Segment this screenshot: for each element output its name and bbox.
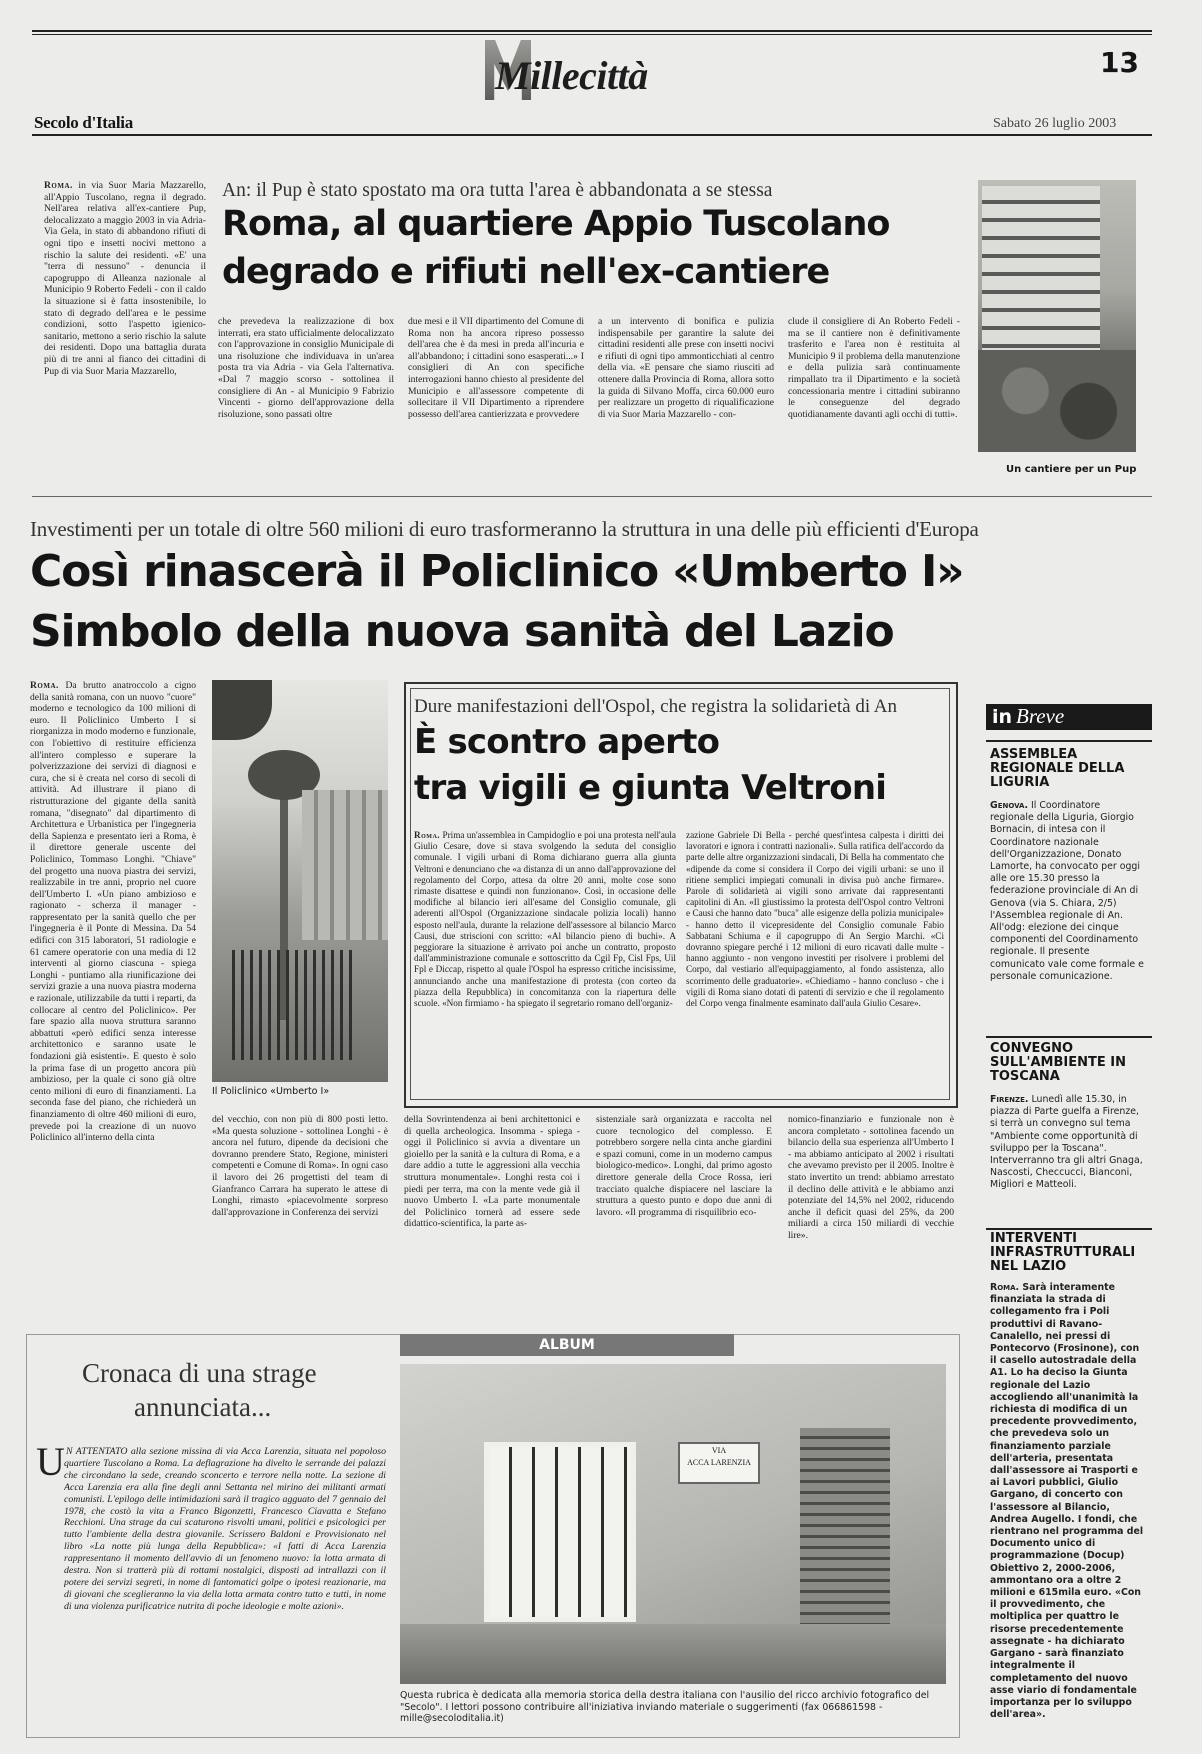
article2-photo-caption: Il Policlinico «Umberto I» xyxy=(212,1086,330,1097)
street-sign-line-1: VIA xyxy=(711,1446,727,1455)
brief2-rule xyxy=(986,1036,1152,1038)
article1-col5: clude il consigliere di An Roberto Fedeli - ma se il cantiere non è definitivamente trasferito e l'area non è restituita al Municipio 9 il problema della manutenzione e della pulizia sarà continuamente rimpallato tra il Dipartimento e la società concessionaria mentre i cittadini subiranno le conseguenze del degrado quotidianamente davanti agli occhi di tutti». xyxy=(788,316,960,420)
window-right-shape xyxy=(800,1428,890,1646)
newspaper-name: Secolo d'Italia xyxy=(34,113,133,132)
article1-photo-caption: Un cantiere per un Pup xyxy=(1006,464,1137,475)
article1-headline-1: Roma, al quartiere Appio Tuscolano xyxy=(222,204,890,244)
article3-col1: Roma. Prima un'assemblea in Campidoglio e poi una protesta nell'aula Giulio Cesare, dove si stava svolgendo la seduta del consiglio comunale. I vigili urbani di Roma dichiarano guerra alla giunta Veltroni e denunciano che «a distanza di un anno dall'approvazione del regolamento del Corpo, attesa da oltre 20 anni, molte cose sono rimaste disattese e quindi non funzionano». Così, in occasione delle modifiche al bilancio ieri all'esame del Consiglio comunale, gli aderenti all'Ospol (Organizzazione sindacale polizia locali) hanno esposto nell'aula, durante la relazione dell'assessore al bilancio Marco Causi, due striscioni con scritto: «Al bilancio pieno di buchi». A peggiorare la situazione è arrivato poi anche un contratto, proposto dall'amministrazione comunale e sottoscritto da Cgil Fp, Cisl Fps, Uil Fpl e Diccap, rispetto al quale l'Ospol ha espresso critiche incisissime, annunciando anche una manifestazione di protesta (con corteo da piazza della Repubblica) in concomitanza con la riapertura delle scuole. «Non firmiamo - ha spiegato il segretario romano dell'organiz- xyxy=(414,830,676,1009)
article3-col2: zazione Gabriele Di Bella - perché quest'intesa calpesta i diritti dei lavoratori e ignora i contratti nazionali». Sulla ratifica dell'accordo da parte delle altre organizzazioni sindacali, Di Bella ha commentato che «dipende da come si considera il Corpo dei vigili urbani: se uno il ritiene semplici impiegati comunali in divisa può anche firmare». Parole di solidarietà ai vigili sono arrivate dai rappresentanti capitolini di An. «Il giustissimo la protesta dell'Ospol contro Veltroni e Causi che hanno dato "buca" alle esigenze della polizia municipale» - hanno detto il vicepresidente del Consiglio comunale Fabio Sabbatani Schiuma e il capogruppo di An Sergio Marchi. «Ci dovranno spiegare perché i 12 milioni di euro ricavati dalle multe - hanno aggiunto - non vengono investiti per risolvere i problemi del Corpo, dal vestiario all'equipaggiamento, al fondo assistenza, allo scorrimento delle graduatorie». «Chiediamo - hanno concluso - che i vigili di Roma siano dotati di patenti di servizio e che il regolamento del Corpo venga finalmente esaminato dall'aula Giulio Cesare». xyxy=(686,830,944,1009)
album-text: N ATTENTATO alla sezione missina di via Acca Larenzia, situata nel popoloso quartiere Tuscolano a Roma. La deflagrazione ha divelto le serrande dei palazzi che circondano la sede, creando sconcerto e terrore nella notte. La sezione di Acca Larenzia era alla fine degli anni Settanta nel mirino dei militanti armati comunisti. L'epilogo delle intimidazioni sarà il tragico agguato del 7 gennaio del 1978, che costò la vita a Franco Bigonzetti, Francesco Ciavatta e Stefano Recchioni. Una strage da cui scaturono risvolti umani, politici e psicologici per tutto l'ambiente della destra giovanile. Scrissero Baldoni e Provvisionato nel libro «La notte più lunga della Repubblica»: «I fatti di Acca Larenzia rappresentano il momento dell'avvio di un fenomeno nuovo: la lotta armata di destra. Non si tratterà più di rottami nostalgici, disposti ad intrallazzi con il potere dei servizi segreti, in nome di fantomatici golpe o ipotesi reazionarie, ma di giovani che sceglieranno la via della lotta armata contro tutto e tutti, in nome di una violenza purificatrice nutrita di poche ideologie e molte azioni». xyxy=(64,1446,386,1612)
brief3-rule xyxy=(986,1228,1152,1230)
window-left-shape xyxy=(484,1442,636,1622)
article3-kicker: Dure manifestazioni dell'Ospol, che registra la solidarietà di An xyxy=(414,696,898,717)
building-shape xyxy=(982,186,1100,351)
policlinico-photo xyxy=(212,680,388,1082)
article3-headline-2: tra vigili e giunta Veltroni xyxy=(414,768,887,808)
brief2-title: CONVEGNO SULL'AMBIENTE IN TOSCANA xyxy=(990,1041,1126,1084)
brief3-title: INTERVENTI INFRASTRUTTURALI NEL LAZIO xyxy=(990,1231,1136,1274)
article1-col1: Roma. in via Suor Maria Mazzarello, all'Appio Tuscolano, regna il degrado. Nell'area relativa all'ex-cantiere Pup, delocalizzato a maggio 2003 in via Adria-Via Gela, in stato di abbandono rifiuti di ogni tipo e insetti nocivi mettono a rischio la salute dei residenti. «E' una "terra di nessuno" - denuncia il capogruppo di Alleanza nazionale al Municipio 9 Roberto Fedeli - con il caldo la situazione si è fatta insostenibile, lo stato di degrado dell'area e le pessime condizioni, sotto l'aspetto igienico-sanitario, mettono a serio rischio la salute dei residenti. Dopo una battaglia durata più di tre anni al fianco dei cittadini di Pup di via Suor Maria Mazzarello, xyxy=(44,180,206,377)
article2-col2: del vecchio, con non più di 800 posti letto. «Ma questa soluzione - sottolinea Longhi - è ancora nel futuro, dipende da decisioni che dovranno prendere Stato, Regione, ministeri competenti e Comune di Roma». In ogni caso il lavoro dei 26 progettisti del team di Gianfranco Carrara ha superato le attese di Longhi, rimasto «piacevolmente sorpreso dall'approvazione in Conferenza dei servizi xyxy=(212,1114,388,1218)
album-label: ALBUM xyxy=(400,1334,734,1356)
article1-col3: due mesi e il VII dipartimento del Comune di Roma non ha ancora ripreso possesso dell'area che è da mesi in preda all'incuria e all'abbandono; i cittadini sono esasperati...» I consiglieri di An con specifiche interrogazioni hanno chiesto al presidente del Municipio e all'assessore competente di sollecitare il VII Dipartimento a riprendere possesso dell'area cantierizzata e provvedere xyxy=(408,316,584,420)
top-rule xyxy=(32,30,1152,32)
in-breve-logo xyxy=(986,704,1152,730)
tree-foliage-shape xyxy=(212,680,272,740)
in-breve-logo-in: in xyxy=(992,706,1013,728)
article2-headline-1: Così rinascerà il Policlinico «Umberto I» xyxy=(30,546,964,597)
article1-col2: che prevedeva la realizzazione di box interrati, era stato ufficialmente delocalizzato con l'approvazione in consiglio Municipale di una risoluzione che individuava in un'area posta tra via Adria - via Gela l'alternativa. «Dal 7 maggio scorso - sottolinea il consigliere di An - al Municipio 9 Fabrizio Vincenti - giorno dell'approvazione della risoluzione, sono passati oltre xyxy=(218,316,394,420)
issue-date: Sabato 26 luglio 2003 xyxy=(993,116,1117,131)
brief1-rule xyxy=(986,740,1152,742)
section-divider xyxy=(32,496,1152,497)
acca-larenzia-photo xyxy=(400,1364,946,1684)
brief1-text: Genova. Il Coordinatore regionale della Liguria, Giorgio Bornacin, di intesa con il Coordinatore nazionale dell'Organizzazione, Donato Lamorte, ha convocato per oggi alle ore 15.30 presso la federazione provinciale di An di Genova (via S. Chiara, 2/5) l'Assemblea regionale di An. All'odg: elezione dei cinque componenti del Coordinamento regionale. Il presente comunicato vale come formale e personale comunicazione. xyxy=(990,800,1144,982)
rubble-floor-shape xyxy=(400,1624,946,1684)
article1-headline-2: degrado e rifiuti nell'ex-cantiere xyxy=(222,252,830,292)
album-drop-cap: U xyxy=(36,1439,65,1484)
building-facade-shape xyxy=(302,790,388,940)
article1-col4: a un intervento di bonifica e pulizia indispensabile per garantire la salute dei cittadini residenti alle prese con insetti nocivi e rifiuti di ogni tipo ammonticchiati al centro della via. «E pensare che siamo riusciti ad ottenere dalla Provincia di Roma, allora sotto la guida di Silvano Moffa, circa 60.000 euro per realizzare un progetto di riqualificazione di via Suor Maria Mazzarello - con- xyxy=(598,316,774,420)
article1-kicker: An: il Pup è stato spostato ma ora tutta l'area è abbandonata a se stessa xyxy=(222,180,773,201)
article2-col1: Roma. Da brutto anatroccolo a cigno della sanità romana, con un nuovo "cuore" moderno e tecnologico da 100 milioni di euro. Il Policlinico Umberto I si riorganizza in modo moderno e funzionale, con l'obiettivo di restituire efficienza all'intero complesso e superare la polverizzazione dei servizi di diagnosi e cura, che si è creata nel corso di secoli di attività. Ad illustrare il piano di ristrutturazione del gigante della sanità romana, "disegnato" dal dipartimento di Architettura e Urbanistica per l'ingegneria della Sapienza e presentato ieri a Roma, è il direttore generale uscente del Policlinico, Tommaso Longhi. "Chiave" del progetto una nuova piastra dei servizi, realizzabile in tre anni, proprio nel cuore dell'Umberto I. «Un piano ambizioso e ragionato - scherza il manager - rappresentato per la sanità quello che per l'ingegneria è il Ponte di Messina. Da 54 edifici con 315 laboratori, 51 radiologie e 61 camere operatorie con una media di 12 interventi al giorno ciascuna - spiega Longhi - puntiamo alla riunificazione dei servizi grazie a una nuova piastra moderna e razionale, utilizzabile da tutti i reparti, da collocare al centro del Policlinico». Per fare spazio alla nuova struttura saranno abbattuti «però edifici senza interesse architettonico e saranno usate le fondazioni già esistenti». E questo è solo la prima fase di un progetto ancora più ambizioso, per la quale ci sono già oltre cento milioni di euro di finanziamenti. La seconda fase del piano, che richiederà un finanziamento di oltre 460 milioni di euro, prevede poi la creazione di un nuovo Policlinico all'interno della cinta xyxy=(30,680,196,1144)
article2-headline-2: Simbolo della nuova sanità del Lazio xyxy=(30,606,894,657)
masthead-bottom-rule xyxy=(32,134,1152,136)
article2-kicker: Investimenti per un totale di oltre 560 milioni di euro trasformeranno la struttura in una delle più efficienti d'Europa xyxy=(30,517,979,541)
in-breve-logo-breve: Breve xyxy=(1016,704,1065,728)
section-title: Millecittà xyxy=(495,53,648,98)
street-sign xyxy=(678,1442,760,1484)
article3-headline-1: È scontro aperto xyxy=(414,722,720,762)
top-rule-thin xyxy=(32,34,1152,35)
album-title-1: Cronaca di una strage xyxy=(82,1358,317,1388)
gate-shape xyxy=(232,950,352,1060)
page-number: 13 xyxy=(1100,46,1139,79)
album-caption: Questa rubrica è dedicata alla memoria storica della destra italiana con l'ausilio del ricco archivio fotografico del "Secolo". I lettori possono contribuire all'iniziativa inviando materiale o suggerimenti (fax 066861598 - mille@secoloditalia.it) xyxy=(400,1690,930,1725)
brief2-text: Firenze. Lunedì alle 15.30, in piazza di Parte guelfa a Firenze, si terrà un convegno sul tema "Ambiente come opportunità di sviluppo per la Toscana". Interverranno tra gli altri Gnaga, Nascosti, Checcucci, Bianconi, Migliori e Matteoli. xyxy=(990,1094,1143,1191)
article2-col3: della Sovrintendenza ai beni architettonici e di quella archeologica. Insomma - spiega - oggi il Policlinico si avvia a diventare un gioiello per la sanità e la cultura di Roma, e a dare addio a tutte le aggressioni alla vecchia struttura monumentale». Longhi resta coi i piedi per terra, ma con la mente vede già il nuovo Umberto I. «La parte monumentale del Policlinico tornerà ad essere sede didattico-scientifica, la parte as- xyxy=(404,1114,580,1230)
article2-col5: nomico-finanziario e funzionale non è ancora completato - sottolinea facendo un bilancio della sua esperienza all'Umberto I - ma abbiamo anticipato al 2002 i risultati che avevamo previsto per il 2005. Inoltre è stato invertito un trend: abbiamo arrestato il declino delle attività e le abbiamo anzi potenziate del 14,5% nel 2002, riducendo anche il deficit quasi del 25%, da 200 miliardi a circa 150 miliardi di vecchie lire». xyxy=(788,1114,954,1241)
brief1-title: ASSEMBLEA REGIONALE DELLA LIGURIA xyxy=(990,747,1125,790)
rubble-shape xyxy=(978,350,1136,452)
article2-col4: sistenziale sarà organizzata e raccolta nel cuore tecnologico del complesso. E potrebbero sorgere nella cinta anche giardini e spazi comuni, come in un moderno campus biologico-medico». Longhi, dal primo agosto direttore generale della Croce Rossa, ieri tracciato qualche dispiacere nel lasciare la struttura a questo punto e dopo due anni di lavoro. «Il programma di risquilibrio eco- xyxy=(596,1114,772,1218)
section-logo xyxy=(485,38,735,104)
street-sign-line-2: ACCA LARENZIA xyxy=(687,1458,751,1467)
brief3-text: Roma. Sarà interamente finanziata la strada di collegamento fra i Poli produttivi di Ravano-Canalello, nei pressi di Pontecorvo (Frosinone), con il casello autostradale della A1. Lo ha deciso la Giunta regionale del Lazio accogliendo all'unanimità la richiesta di modifica di un precedente provvedimento, che prevedeva solo un finanziamento parziale dell'arteria, presentata dall'assessore ai Trasporti e ai Lavori pubblici, Giulio Gargano, di concerto con l'assessore al Bilancio, Andrea Augello. I fondi, che rientrano nel programma del Documento unico di programmazione (Docup) Obiettivo 2, 2000-2006, ammontano ora a oltre 2 milioni e 615mila euro. «Con il provvedimento, che moltiplica per quattro le risorse precedentemente assegnate - ha dichiarato Gargano - sarà finanziato integralmente il completamento del nuovo asse viario di fondamentale importanza per lo sviluppo dell'area». xyxy=(990,1282,1144,1721)
construction-site-photo xyxy=(978,180,1136,452)
album-title-2: annunciata... xyxy=(134,1392,272,1422)
